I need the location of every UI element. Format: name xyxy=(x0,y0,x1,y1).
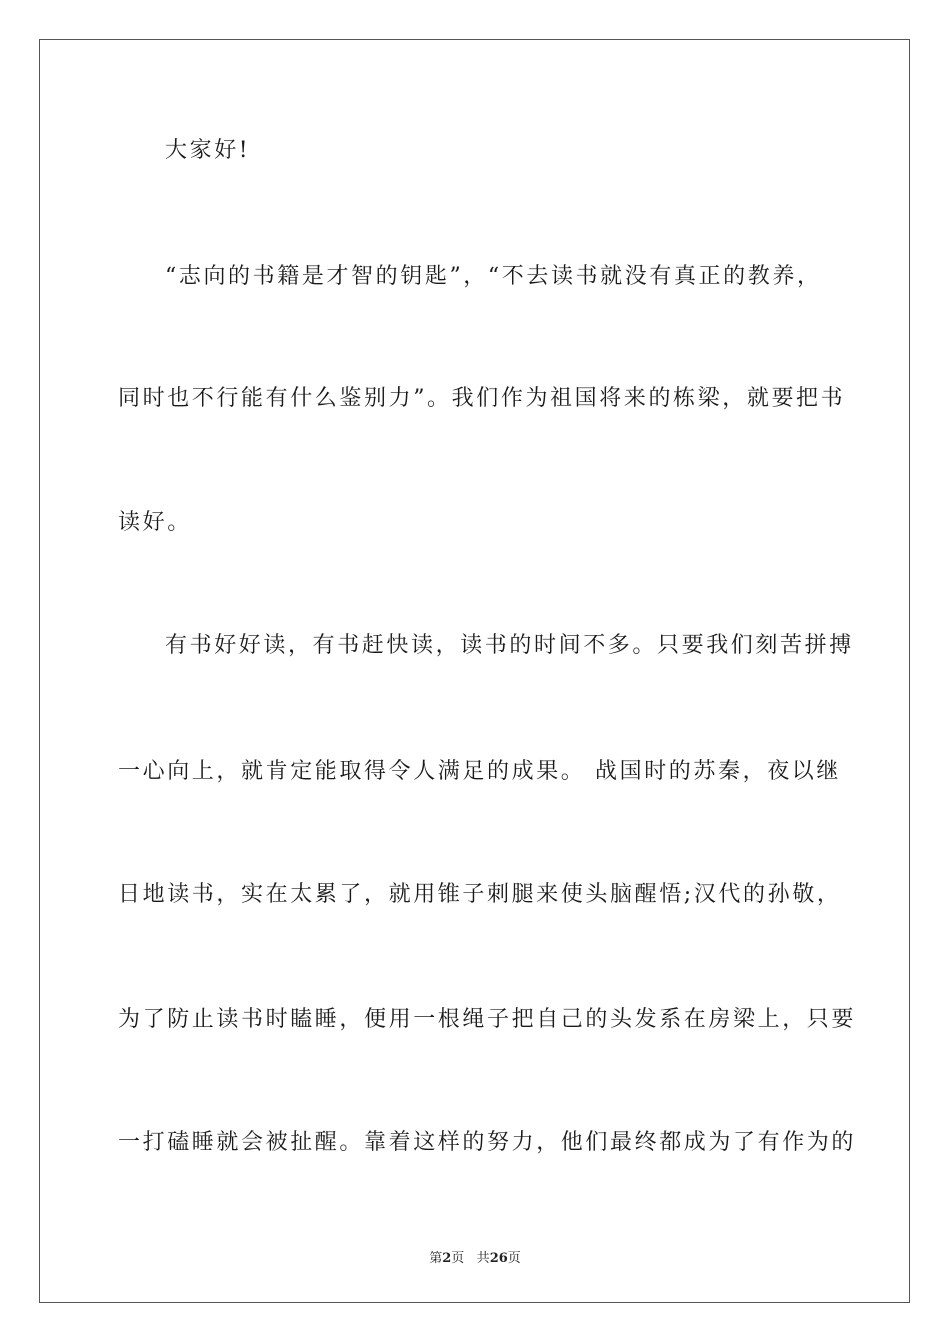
total-suffix: 页 xyxy=(507,1251,521,1266)
paragraph-1-line-1: “志向的书籍是才智的钥匙”，“不去读书就没有真正的教养， xyxy=(165,264,822,289)
page-border xyxy=(39,39,910,1303)
total-prefix: 共 xyxy=(476,1251,490,1266)
paragraph-1-line-3: 读好。 xyxy=(118,510,192,535)
page-footer xyxy=(0,1247,950,1266)
greeting-line: 大家好! xyxy=(165,138,251,163)
paragraph-2-line-2: 一心向上，就肯定能取得令人满足的成果。 战国时的苏秦，夜以继 xyxy=(118,759,841,784)
paragraph-2-line-4: 为了防止读书时瞌睡，便用一根绳子把自己的头发系在房梁上，只要 xyxy=(118,1007,857,1032)
paragraph-2-line-5: 一打磕睡就会被扯醒。靠着这样的努力，他们最终都成为了有作为的 xyxy=(118,1130,857,1155)
page-number: 2 xyxy=(442,1251,452,1266)
total-pages: 26 xyxy=(489,1251,508,1266)
paragraph-1-line-2: 同时也不行能有什么鉴别力”。我们作为祖国将来的栋梁，就要把书 xyxy=(118,386,846,411)
page-suffix: 页 xyxy=(451,1251,465,1266)
paragraph-2-line-1: 有书好好读，有书赶快读，读书的时间不多。只要我们刻苦拼搏 xyxy=(165,633,854,658)
page-prefix: 第 xyxy=(429,1251,443,1266)
paragraph-2-line-3: 日地读书，实在太累了，就用锥子刺腿来使头脑醒悟;汉代的孙敬， xyxy=(118,882,842,907)
